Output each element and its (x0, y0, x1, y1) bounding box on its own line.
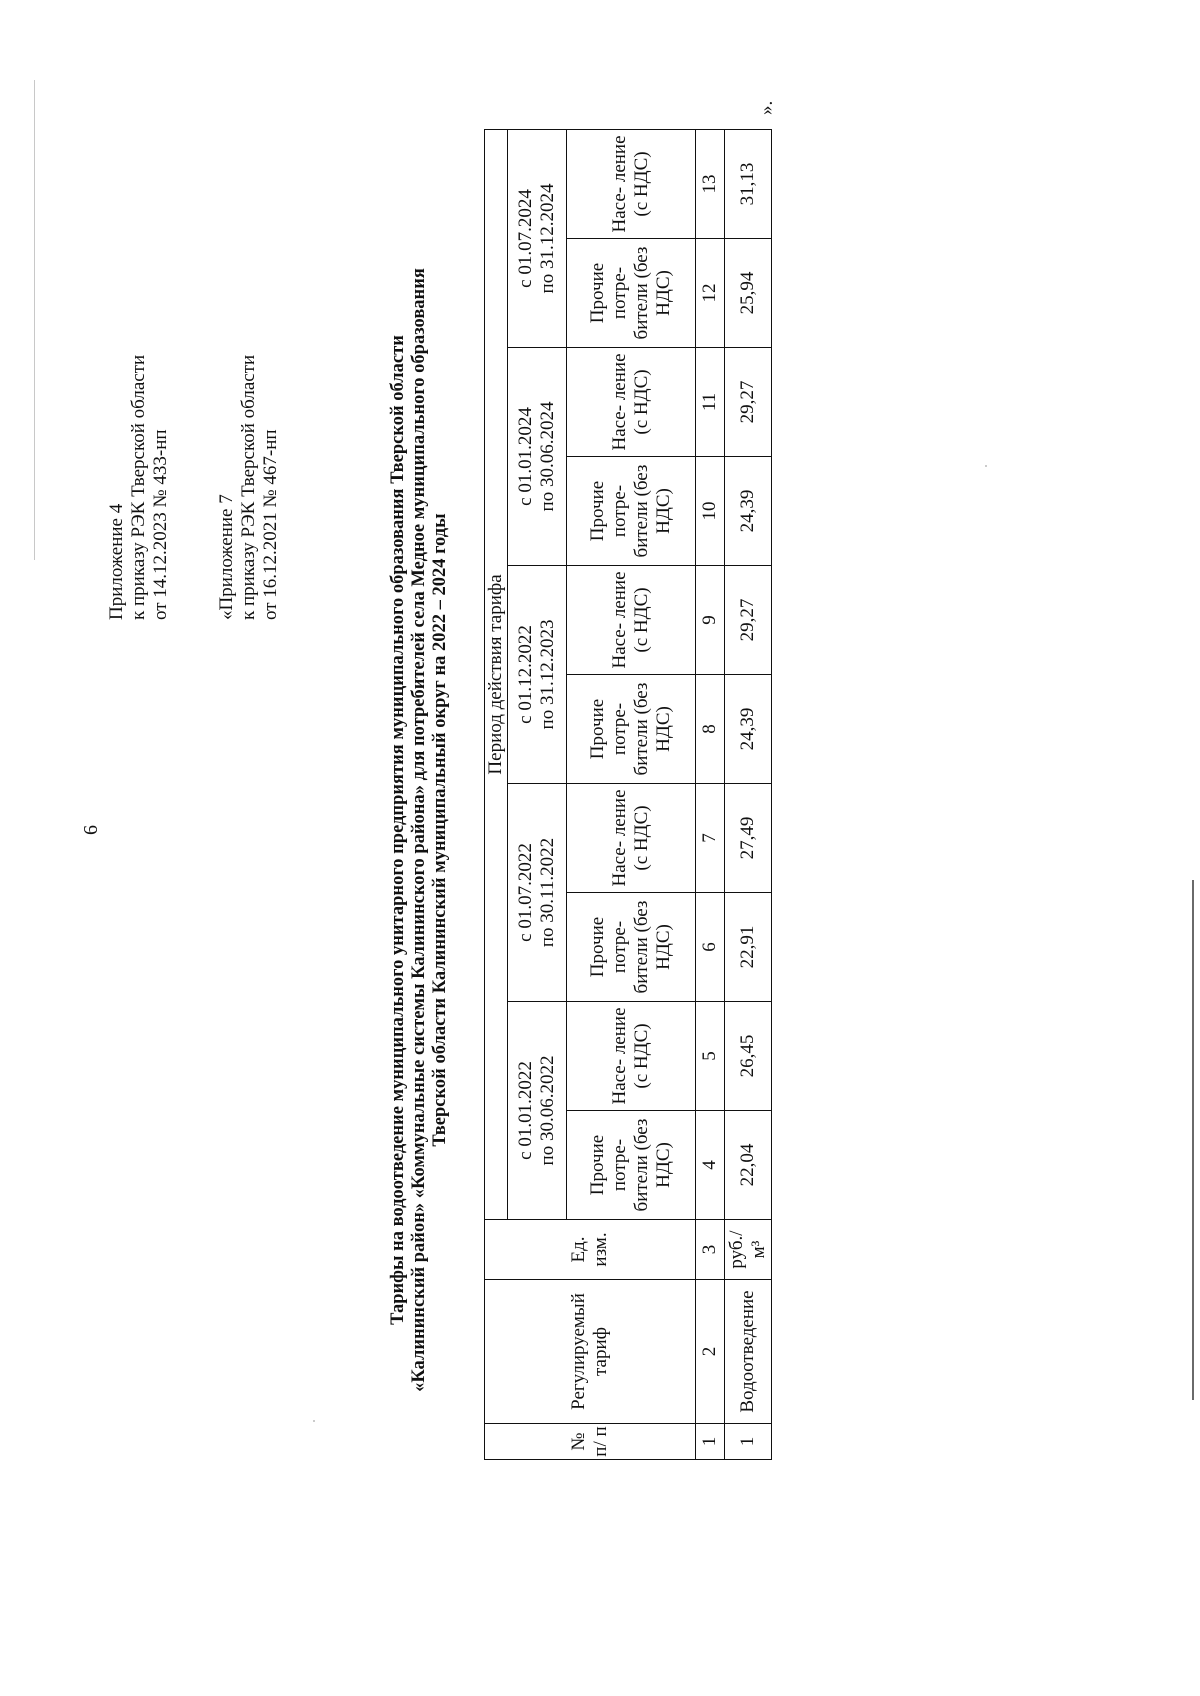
column-number: 5 (696, 1002, 725, 1111)
amended-appendix-reference (216, 355, 282, 620)
rotated-document (66, 70, 826, 1590)
column-number: 9 (696, 566, 725, 675)
period-end: по 30.06.2022 (537, 1055, 558, 1166)
appendix-label: «Приложение 7 (216, 494, 237, 620)
document-title (388, 100, 451, 1560)
subheader-other-consumers: Прочие потре- бители (без НДС) (567, 893, 696, 1002)
subheader-other-consumers: Прочие потре- бители (без НДС) (567, 457, 696, 566)
tariff-table (484, 129, 772, 1460)
column-number: 7 (696, 784, 725, 893)
period-end: по 31.12.2023 (537, 619, 558, 730)
tariff-name: Водоотведение (725, 1280, 772, 1424)
period-start: с 01.01.2024 (515, 407, 536, 506)
tariff-value: 22,04 (725, 1111, 772, 1220)
period-cell (508, 566, 567, 784)
tariff-value: 29,27 (725, 348, 772, 457)
period-cell (508, 784, 567, 1002)
tariff-value: 24,39 (725, 457, 772, 566)
header-unit: Ед. изм. (485, 1220, 696, 1280)
column-number: 12 (696, 239, 725, 348)
column-number: 8 (696, 675, 725, 784)
row-number: 1 (725, 1424, 772, 1460)
appendix-order: к приказу РЭК Тверской области (128, 354, 149, 620)
period-start: с 01.07.2022 (515, 843, 536, 942)
column-number: 6 (696, 893, 725, 1002)
subheader-population: Насе- ление (с НДС) (567, 784, 696, 893)
header-number: № п/ п (485, 1424, 696, 1460)
column-number: 2 (696, 1280, 725, 1424)
period-end: по 31.12.2024 (537, 183, 558, 294)
subheader-other-consumers: Прочие потре- бители (без НДС) (567, 1111, 696, 1220)
scan-edge-line (1192, 880, 1194, 1400)
subheader-other-consumers: Прочие потре- бители (без НДС) (567, 675, 696, 784)
period-start: с 01.07.2024 (515, 189, 536, 288)
subheader-population: Насе- ление (с НДС) (567, 129, 696, 238)
tariff-value: 31,13 (725, 129, 772, 238)
column-number: 1 (696, 1424, 725, 1460)
period-start: с 01.12.2022 (515, 625, 536, 724)
period-start: с 01.01.2022 (515, 1061, 536, 1160)
appendix-reference (106, 355, 172, 620)
subheader-population: Насе- ление (с НДС) (567, 1002, 696, 1111)
column-number-row (696, 129, 725, 1459)
appendix-date: от 16.12.2021 № 467-нп (260, 429, 281, 620)
appendix-label: Приложение 4 (106, 503, 127, 620)
appendix-date: от 14.12.2023 № 433-нп (150, 429, 171, 620)
title-line: Тарифы на водоотведение муниципального унитарного предприятия муниципального образования Тверской области (388, 335, 408, 1325)
column-number: 13 (696, 129, 725, 238)
header-tariff: Регулируемый тариф (485, 1280, 696, 1424)
subheader-population: Насе- ление (с НДС) (567, 348, 696, 457)
period-cell (508, 1002, 567, 1220)
column-number: 3 (696, 1220, 725, 1280)
subheader-population: Насе- ление (с НДС) (567, 566, 696, 675)
title-line: Тверской области Калининский муниципальный округ на 2022 – 2024 годы (430, 513, 450, 1147)
tariff-value: 26,45 (725, 1002, 772, 1111)
closing-quote: ». (756, 100, 777, 115)
tariff-value: 22,91 (725, 893, 772, 1002)
period-cell (508, 348, 567, 566)
subheader-other-consumers: Прочие потре- бители (без НДС) (567, 239, 696, 348)
tariff-value: 29,27 (725, 566, 772, 675)
tariff-value: 24,39 (725, 675, 772, 784)
page-number: 6 (80, 825, 102, 835)
scan-edge-line (34, 80, 35, 560)
column-number: 4 (696, 1111, 725, 1220)
scan-speck (985, 465, 987, 467)
tariff-unit: руб./м³ (725, 1220, 772, 1280)
column-number: 11 (696, 348, 725, 457)
period-end: по 30.06.2024 (537, 401, 558, 512)
tariff-value: 27,49 (725, 784, 772, 893)
table-row (725, 129, 772, 1459)
period-cell (508, 129, 567, 347)
appendix-order: к приказу РЭК Тверской области (238, 354, 259, 620)
period-end: по 30.11.2022 (537, 837, 558, 948)
tariff-value: 25,94 (725, 239, 772, 348)
title-line: «Калининский район» «Коммунальные системы Калининского района» для потребителей села Медное муниципального образования (409, 268, 429, 1392)
header-period: Период действия тарифа (485, 129, 508, 1219)
column-number: 10 (696, 457, 725, 566)
